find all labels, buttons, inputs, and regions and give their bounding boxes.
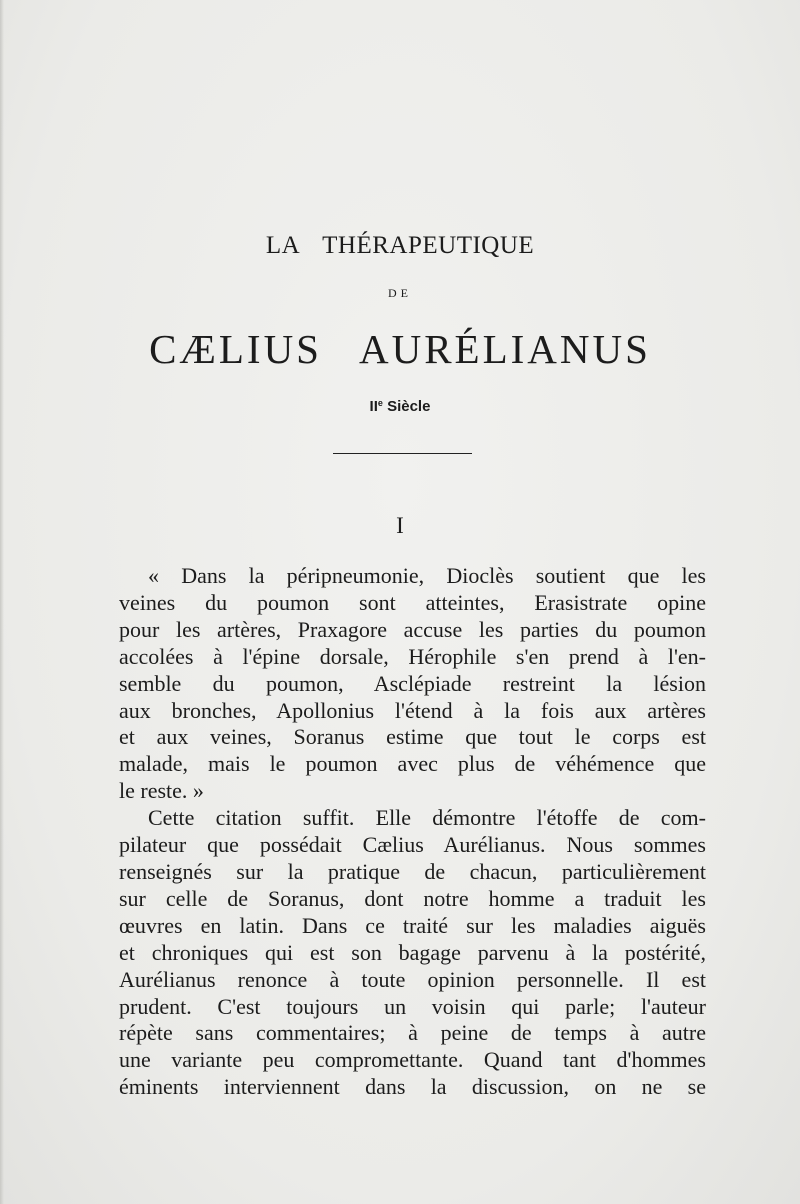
text-line: malade, mais le poumon avec plus de véhémence que	[119, 751, 706, 777]
text-line: veines du poumon sont atteintes, Erasistrate opine	[119, 589, 706, 615]
text-line: une variante peu compromettante. Quand tant d'hommes	[119, 1047, 706, 1073]
text-line: « Dans la péripneumonie, Dioclès soutient que les	[148, 563, 706, 588]
title-word-therapeutique: THÉRAPEUTIQUE	[322, 232, 535, 259]
text-line: pour les artères, Praxagore accuse les parties du poumon	[119, 616, 706, 642]
paragraph-1	[119, 563, 706, 805]
text-line: et chroniques qui est son bagage parvenu à la postérité,	[119, 939, 706, 965]
text-line: et aux veines, Soranus estime que tout le corps est	[119, 724, 706, 750]
text-line: aux bronches, Apollonius l'étend à la fois aux artères	[119, 697, 706, 723]
title-main: CÆLIUS AURÉLIANUS	[149, 326, 651, 372]
paragraph-2	[119, 805, 706, 1101]
page-edge-shadow	[0, 0, 4, 1204]
title-line-1	[0, 232, 800, 260]
text-line: prudent. C'est toujours un voisin qui parle; l'auteur	[119, 993, 706, 1019]
divider-rule	[333, 453, 472, 454]
text-line: accolées à l'épine dorsale, Hérophile s'en prend à l'en-	[119, 643, 706, 669]
text-line: semble du poumon, Asclépiade restreint la lésion	[119, 670, 706, 696]
subtitle-superscript: e	[377, 398, 383, 408]
text-line: Aurélianus renonce à toute opinion personnelle. Il est	[119, 966, 706, 992]
body-text	[119, 563, 706, 1101]
subtitle-century	[0, 398, 800, 415]
text-line: éminents interviennent dans la discussion, on ne se	[119, 1074, 706, 1100]
text-line: sur celle de Soranus, dont notre homme a traduit les	[119, 885, 706, 911]
text-line: œuvres en latin. Dans ce traité sur les maladies aiguës	[119, 912, 706, 938]
text-line: Cette citation suffit. Elle démontre l'étoffe de com-	[148, 805, 706, 831]
text-line: renseignés sur la pratique de chacun, particulièrement	[119, 858, 706, 884]
subtitle-word: Siècle	[387, 398, 431, 415]
section-number: I	[396, 513, 404, 538]
text-line: pilateur que possédait Cælius Aurélianus. Nous sommes	[119, 832, 706, 858]
text-line: répète sans commentaires; à peine de temps à autre	[119, 1020, 706, 1046]
title-word-la: LA	[265, 232, 301, 259]
subtitle-numeral: II	[369, 398, 378, 415]
text-line: le reste. »	[119, 778, 204, 804]
title-de: DE	[388, 286, 412, 300]
